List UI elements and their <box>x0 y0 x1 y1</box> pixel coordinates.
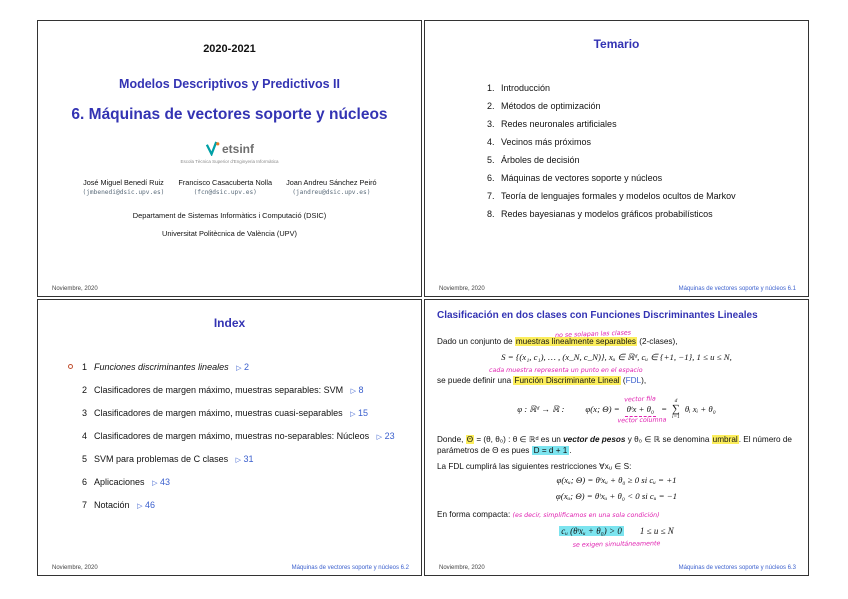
triangle-right-icon: ▷ <box>236 365 242 372</box>
page-link[interactable] <box>137 500 155 510</box>
item-number: 2 <box>82 385 88 395</box>
page-number: 46 <box>144 500 155 510</box>
highlight-yellow: Θ <box>466 434 474 444</box>
temario-list <box>487 83 794 219</box>
slide-footer <box>52 565 409 571</box>
highlight-yellow: umbral <box>712 434 738 444</box>
author-name: José Miguel Benedí Ruiz <box>83 178 164 187</box>
item-number: 6 <box>82 477 88 487</box>
item-label: Teoría de lenguajes formales y modelos ocultos de Markov <box>501 191 736 201</box>
slide-footer <box>52 286 409 292</box>
fdl-acronym: FDL <box>625 375 642 385</box>
slide-fdl <box>424 299 809 576</box>
page-number: 23 <box>384 431 395 441</box>
slide-title: Clasificación en dos clases con Funciones Discriminantes Lineales <box>437 310 758 321</box>
logo-subtitle: Escola Tècnica Superior d'Enginyeria Informàtica <box>180 159 279 164</box>
formula-constraint-2: φ(xᵤ; Θ) = θᵗxᵤ + θ₀ < 0 si cᵤ = −1 <box>555 490 678 501</box>
text: . <box>569 446 572 456</box>
triangle-right-icon: ▷ <box>376 434 383 441</box>
etsinf-logo-icon <box>205 141 220 156</box>
formula-dot-product <box>617 395 667 425</box>
author-name: Francisco Casacuberta Nolla <box>178 178 273 187</box>
author-email: (jandreu@dsic.upv.es) <box>292 189 371 196</box>
author-email: (jmbenedi@dsic.upv.es) <box>82 189 165 196</box>
slide-footer <box>439 286 796 292</box>
page-link[interactable] <box>236 362 249 372</box>
page-number: 2 <box>244 362 250 372</box>
handwritten-annotation: (es decir, simplificamos en una sola condición) <box>512 512 660 520</box>
index-item <box>68 477 407 487</box>
handwritten-annotation: no se solapan las clases <box>554 329 632 340</box>
formula-phi: φ(x; Θ) = <box>585 404 620 415</box>
text: Donde, <box>437 434 466 444</box>
item-label: Vecinos más próximos <box>501 137 592 147</box>
temario-item <box>487 101 794 111</box>
highlight-cyan: cᵤ (θᵗxᵤ + θ₀) > 0 <box>561 525 622 536</box>
text: = (θ, θ₀) : θ ∈ ℝᵈ es un <box>474 434 564 444</box>
handwritten-annotation: se exigen simultáneamente <box>572 540 661 549</box>
index-list <box>68 362 407 510</box>
paragraph-restrictions: La FDL cumplirá las siguientes restricciones ∀xᵤ ∈ S: <box>437 462 632 472</box>
item-number: 1. <box>487 83 495 93</box>
formula-fdl <box>437 395 796 425</box>
highlight-yellow: muestras linealmente separables <box>515 337 636 347</box>
item-label: Clasificadores de margen máximo, muestras no-separables: Núcleos <box>94 431 370 441</box>
triangle-right-icon: ▷ <box>350 411 356 418</box>
text: (2-clases), <box>637 337 678 347</box>
current-section-marker-icon <box>68 364 73 369</box>
logo-text: etsinf <box>221 141 254 156</box>
handwritten-annotation: cada muestra representa un punto en el espacio <box>489 366 643 374</box>
item-number: 7. <box>487 191 495 201</box>
footer-date: Noviembre, 2020 <box>52 565 98 571</box>
item-number: 4 <box>82 431 88 441</box>
formula-domain: φ : ℝᵈ → ℝ : <box>517 404 565 415</box>
slide-body <box>437 327 796 549</box>
item-number: 3 <box>82 408 88 418</box>
item-label: Introducción <box>501 83 551 93</box>
footer-date: Noviembre, 2020 <box>439 565 485 571</box>
item-label: Redes neuronales artificiales <box>501 119 617 129</box>
text: y θ₀ ∈ ℝ se denomina <box>625 434 712 444</box>
item-label: Funciones discriminantes lineales <box>94 362 229 372</box>
index-item <box>68 408 407 418</box>
item-label: Máquinas de vectores soporte y núcleos <box>501 173 663 183</box>
paragraph-compact <box>437 509 796 521</box>
handwritten-annotation: vector fila <box>624 395 657 404</box>
triangle-right-icon: ▷ <box>235 457 241 464</box>
page-number: 31 <box>243 454 254 464</box>
triangle-right-icon: ▷ <box>350 388 357 395</box>
formula-range: 1 ≤ u ≤ N <box>639 525 674 536</box>
page-link[interactable] <box>351 385 364 395</box>
handwritten-annotation: vector columna <box>617 417 667 425</box>
formula-sample-set: S = {(x₁, c₁), … , (x_N, c_N)}, xᵤ ∈ ℝᵈ, cᵤ ∈ {+1, −1}, 1 ≤ u ≤ N, <box>501 352 732 363</box>
text: se puede definir una <box>437 375 514 385</box>
footer-date: Noviembre, 2020 <box>439 286 485 292</box>
triangle-right-icon: ▷ <box>152 480 158 487</box>
temario-item <box>487 173 794 183</box>
page-number: 8 <box>358 385 364 395</box>
item-number: 7 <box>82 500 88 510</box>
formula-sum-terms: θᵢ xᵢ + θ₀ <box>684 404 716 415</box>
author <box>286 178 376 196</box>
page-link[interactable] <box>152 477 170 487</box>
item-label: Clasificadores de margen máximo, muestras cuasi-separables <box>94 408 343 418</box>
footer-deck-title: Máquinas de vectores soporte y núcleos 6.2 <box>291 565 409 571</box>
page-link[interactable] <box>236 454 254 464</box>
item-number: 5. <box>487 155 495 165</box>
item-label: Clasificadores de margen máximo, muestras separables: SVM <box>94 385 344 395</box>
item-number: 5 <box>82 454 88 464</box>
slide-footer <box>439 565 796 571</box>
slide-title: Temario <box>593 37 640 51</box>
item-number: 8. <box>487 209 495 219</box>
course-title: Modelos Descriptivos y Predictivos II <box>119 77 340 91</box>
highlight-yellow: Función Discriminante Lineal <box>514 375 620 385</box>
index-item <box>68 362 407 372</box>
text: . El número de parámetros de Θ es pues <box>437 434 792 456</box>
page-number: 15 <box>358 408 369 418</box>
slide-temario <box>424 20 809 297</box>
text: θᵗx + θ₀ <box>626 403 655 414</box>
index-item <box>68 500 407 510</box>
item-label: Árboles de decisión <box>501 155 580 165</box>
slides-grid <box>37 20 811 576</box>
sum-upper-limit: d <box>674 397 678 404</box>
university-line: Universitat Politècnica de València (UPV) <box>161 229 297 238</box>
formula-compact <box>437 525 796 538</box>
authors-row <box>52 178 407 196</box>
summation-symbol <box>672 399 680 421</box>
item-number: 1 <box>82 362 88 372</box>
equals-sign: = <box>661 404 667 415</box>
page-link[interactable] <box>377 431 395 441</box>
paragraph-definition <box>437 375 796 387</box>
author <box>178 178 272 196</box>
item-label: Notación <box>94 500 130 510</box>
item-label: Métodos de optimización <box>501 101 601 111</box>
author-name: Joan Andreu Sánchez Peiró <box>286 178 377 187</box>
page-number: 43 <box>159 477 170 487</box>
text: ( <box>620 375 626 385</box>
slide-title: Index <box>213 316 246 330</box>
temario-item <box>487 191 794 201</box>
item-number: 2. <box>487 101 495 111</box>
deck-title: 6. Máquinas de vectores soporte y núcleos <box>71 106 388 123</box>
item-label: Aplicaciones <box>94 477 145 487</box>
item-number: 4. <box>487 137 495 147</box>
author <box>82 178 164 196</box>
sum-lower-limit: i=1 <box>672 414 680 421</box>
temario-item <box>487 209 794 219</box>
author-email: (fcn@dsic.upv.es) <box>193 189 257 196</box>
index-item <box>68 385 407 395</box>
department-line: Departament de Sistemas Informàtics i Computació (DSIC) <box>132 211 327 220</box>
footer-deck-title: Máquinas de vectores soporte y núcleos 6.1 <box>678 286 796 292</box>
item-number: 6. <box>487 173 495 183</box>
paragraph-donde <box>437 434 796 458</box>
text: ), <box>641 375 647 385</box>
item-label: SVM para problemas de C clases <box>94 454 229 464</box>
slide-index <box>37 299 422 576</box>
page-link[interactable] <box>350 408 368 418</box>
emphasis-weights: vector de pesos <box>563 434 626 444</box>
footer-date: Noviembre, 2020 <box>52 286 98 292</box>
highlight-cyan: D = d + 1 <box>533 446 568 456</box>
item-label: Redes bayesianas y modelos gráficos probabilísticos <box>501 209 713 219</box>
index-item <box>68 431 407 441</box>
item-number: 3. <box>487 119 495 129</box>
sigma-icon: ∑ <box>672 403 680 416</box>
temario-item <box>487 137 794 147</box>
etsinf-logo <box>52 140 407 164</box>
temario-item <box>487 119 794 129</box>
text: En forma compacta: <box>437 510 511 520</box>
temario-item <box>487 83 794 93</box>
text: Dado un conjunto de <box>437 337 515 347</box>
index-item <box>68 454 407 464</box>
slide-title-page <box>37 20 422 297</box>
footer-deck-title: Máquinas de vectores soporte y núcleos 6.3 <box>678 565 796 571</box>
triangle-right-icon: ▷ <box>137 503 143 510</box>
temario-item <box>487 155 794 165</box>
formula-constraint-1: φ(xᵤ; Θ) = θᵗxᵤ + θ₀ ≥ 0 si cᵤ = +1 <box>556 475 677 486</box>
academic-year: 2020-2021 <box>203 43 256 55</box>
